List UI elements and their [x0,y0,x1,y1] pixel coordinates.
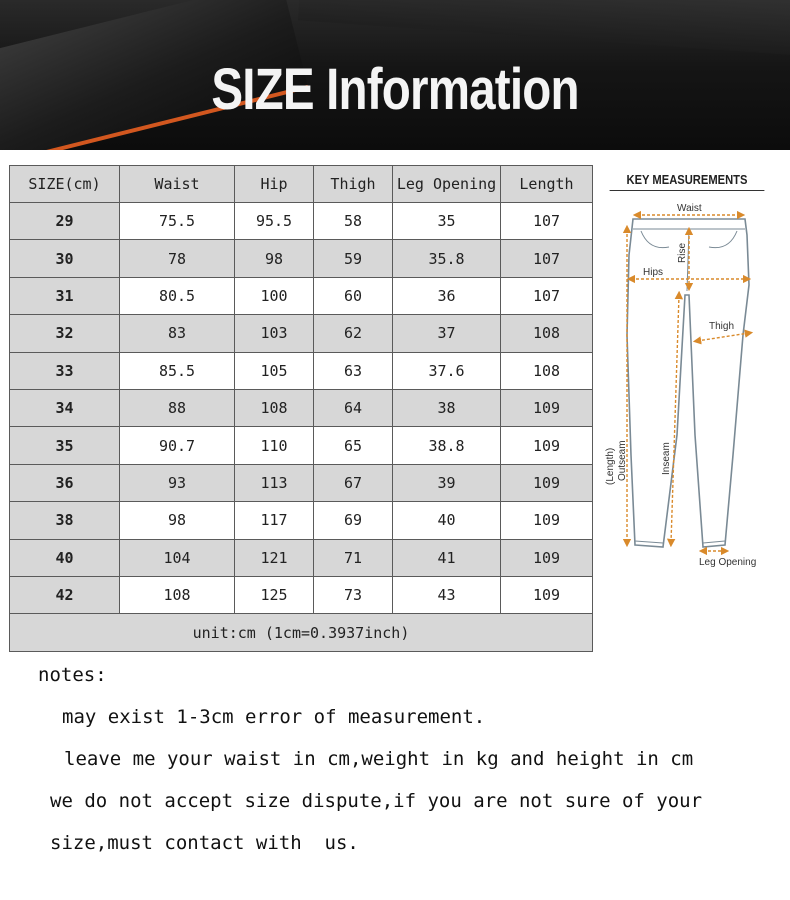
thigh-cell: 64 [314,390,393,427]
table-row [10,539,593,576]
label-rise: Rise [677,242,688,263]
table-header-row [10,166,593,203]
waist-cell: 108 [120,577,235,614]
label-length: (Length) [605,447,616,485]
table-row [10,464,593,501]
leg-opening-cell: 43 [393,577,501,614]
note-line: may exist 1-3cm error of measurement. [62,706,486,728]
length-cell: 109 [501,427,593,464]
waist-cell: 98 [120,502,235,539]
size-cell: 40 [10,539,120,576]
size-cell: 33 [10,352,120,389]
leg-opening-cell: 37.6 [393,352,501,389]
size-cell: 34 [10,390,120,427]
hip-cell: 117 [235,502,314,539]
length-cell: 109 [501,539,593,576]
waist-cell: 83 [120,315,235,352]
hip-cell: 110 [235,427,314,464]
length-cell: 109 [501,577,593,614]
table-row [10,352,593,389]
hip-cell: 108 [235,390,314,427]
size-chart-table [9,165,593,652]
table-footer-row [10,614,593,652]
length-cell: 107 [501,277,593,314]
notes-heading: notes: [38,664,107,686]
size-cell: 36 [10,464,120,501]
table-row [10,240,593,277]
header-thigh: Thigh [314,166,393,203]
thigh-cell: 63 [314,352,393,389]
thigh-cell: 58 [314,203,393,240]
thigh-cell: 69 [314,502,393,539]
table-row [10,203,593,240]
leg-opening-cell: 35.8 [393,240,501,277]
waist-cell: 90.7 [120,427,235,464]
thigh-cell: 59 [314,240,393,277]
length-cell: 108 [501,352,593,389]
size-cell: 29 [10,203,120,240]
size-cell: 30 [10,240,120,277]
table-row [10,577,593,614]
hip-cell: 105 [235,352,314,389]
hip-cell: 100 [235,277,314,314]
table-row [10,277,593,314]
length-cell: 109 [501,390,593,427]
thigh-cell: 62 [314,315,393,352]
waist-cell: 104 [120,539,235,576]
waist-cell: 88 [120,390,235,427]
note-line: leave me your waist in cm,weight in kg and height in cm [64,748,694,770]
thigh-cell: 73 [314,577,393,614]
note-line: we do not accept size dispute,if you are not sure of your [50,790,703,812]
label-outseam: Outseam [617,440,628,481]
thigh-cell: 60 [314,277,393,314]
key-measurements-title: KEY MEASUREMENTS [610,172,765,191]
note-line: size,must contact with us. [50,832,359,854]
label-inseam: Inseam [661,442,672,475]
size-cell: 32 [10,315,120,352]
label-thigh: Thigh [709,321,735,332]
table-row [10,315,593,352]
leg-opening-cell: 40 [393,502,501,539]
pants-measurement-diagram [597,195,787,575]
leg-opening-cell: 35 [393,203,501,240]
length-cell: 107 [501,203,593,240]
header-hip: Hip [235,166,314,203]
waist-cell: 80.5 [120,277,235,314]
hip-cell: 98 [235,240,314,277]
header-length: Length [501,166,593,203]
waist-cell: 85.5 [120,352,235,389]
size-cell: 31 [10,277,120,314]
waist-cell: 75.5 [120,203,235,240]
hip-cell: 121 [235,539,314,576]
length-cell: 109 [501,464,593,501]
leg-opening-cell: 38 [393,390,501,427]
size-cell: 42 [10,577,120,614]
table-row [10,502,593,539]
leg-opening-cell: 39 [393,464,501,501]
banner-title: SIZE Information [211,57,579,122]
table-row [10,427,593,464]
label-hips: Hips [643,267,664,278]
waist-cell: 93 [120,464,235,501]
leg-opening-cell: 36 [393,277,501,314]
thigh-cell: 71 [314,539,393,576]
size-cell: 35 [10,427,120,464]
unit-note: unit:cm (1cm=0.3937inch) [10,614,593,652]
hip-cell: 113 [235,464,314,501]
header-waist: Waist [120,166,235,203]
waist-cell: 78 [120,240,235,277]
thigh-cell: 67 [314,464,393,501]
hip-cell: 125 [235,577,314,614]
hip-cell: 103 [235,315,314,352]
leg-opening-cell: 38.8 [393,427,501,464]
size-banner [0,0,790,150]
length-cell: 109 [501,502,593,539]
leg-opening-cell: 37 [393,315,501,352]
size-cell: 38 [10,502,120,539]
table-row [10,390,593,427]
leg-opening-cell: 41 [393,539,501,576]
length-cell: 108 [501,315,593,352]
hip-cell: 95.5 [235,203,314,240]
label-leg-opening: Leg Opening [699,557,757,568]
header-size: SIZE(cm) [10,166,120,203]
fabric-fold-decoration-2 [298,0,790,59]
length-cell: 107 [501,240,593,277]
header-leg-opening: Leg Opening [393,166,501,203]
thigh-cell: 65 [314,427,393,464]
label-waist: Waist [677,203,702,214]
